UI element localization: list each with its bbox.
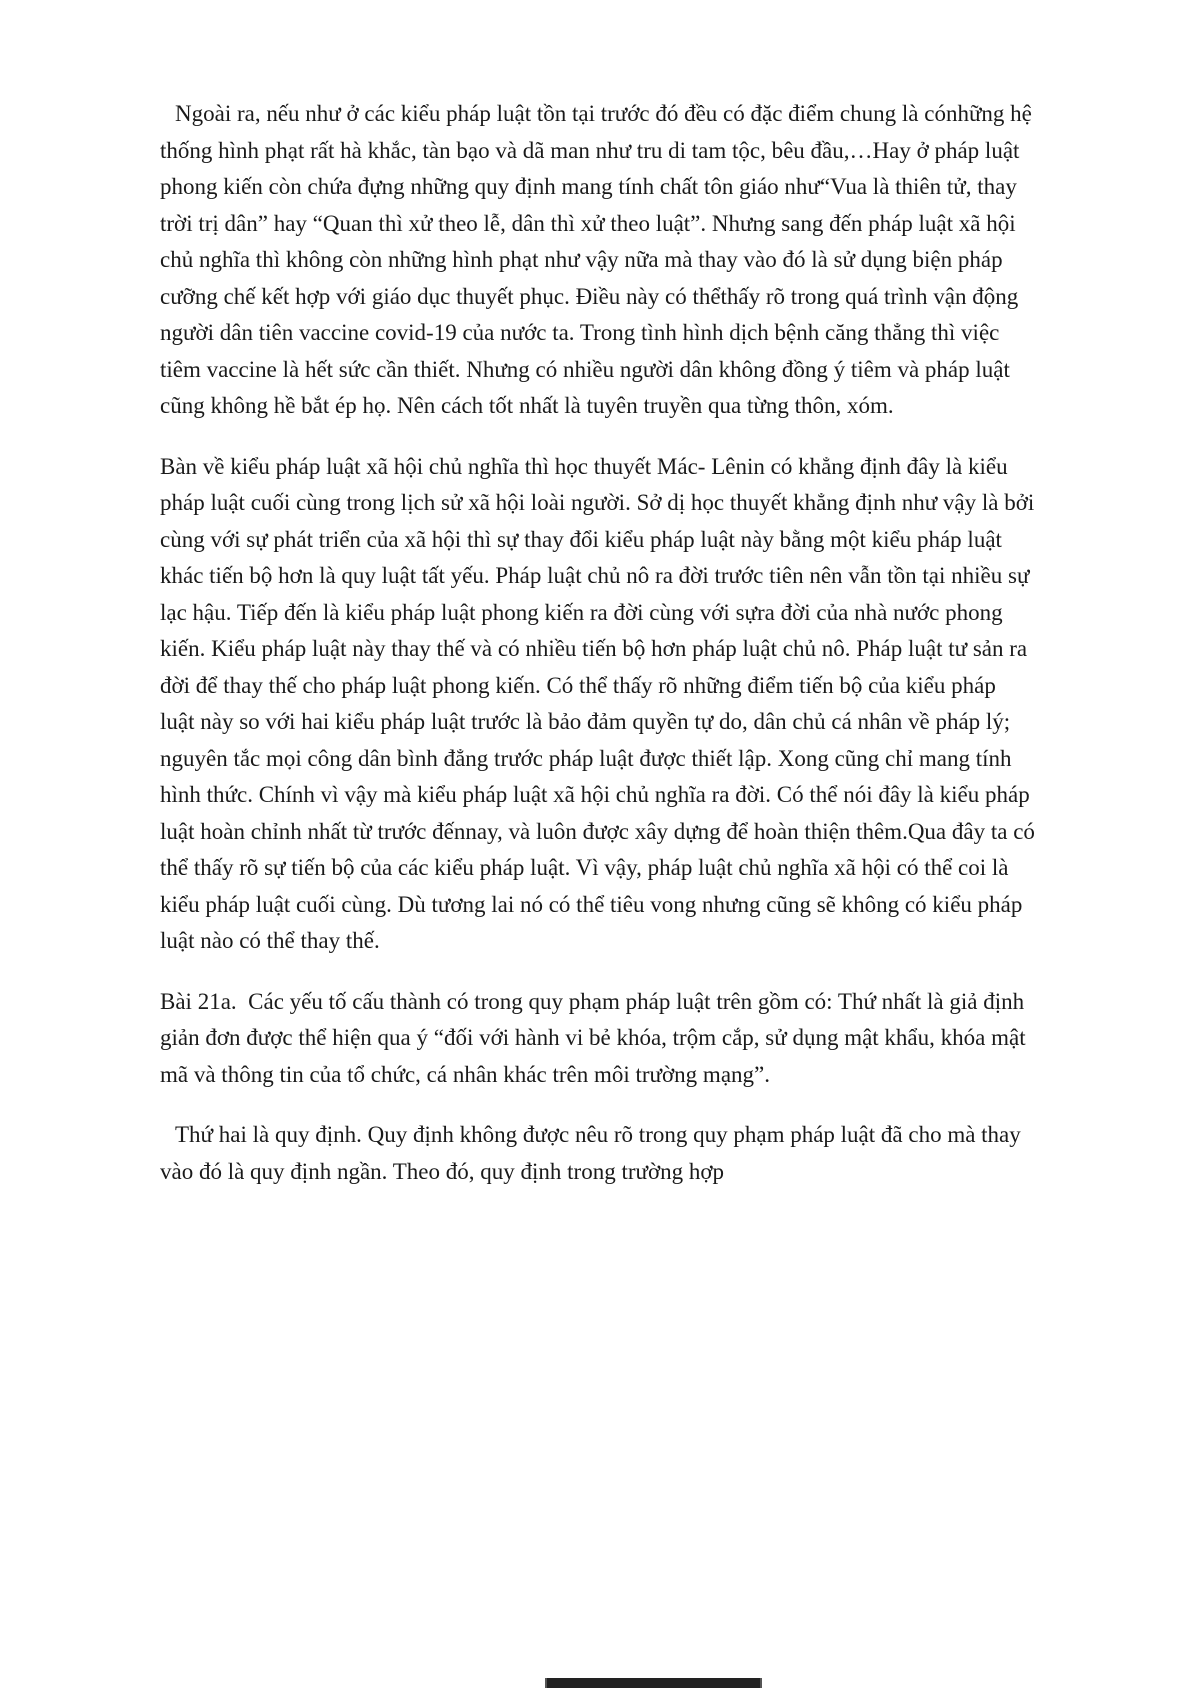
paragraph-4: Thứ hai là quy định. Quy định không được nêu rõ trong quy phạm pháp luật đã cho mà thay vào đó là quy định ngần. Theo đó, quy định trong trường hợp [160,1122,1027,1184]
partial-next-content-edge [545,1678,762,1688]
paragraph-3: Bài 21a. Các yếu tố cấu thành có trong quy phạm pháp luật trên gồm có: Thứ nhất là giả định giản đơn được thể hiện qua ý “đối với hành vi bẻ khóa, trộm cắp, sử dụng mật khẩu, khóa mật mã và thông tin của tổ chức, cá nhân khác trên môi trường mạng”. [160,988,1032,1087]
document-body [160,96,1041,1214]
paragraph-2: Bàn về kiểu pháp luật xã hội chủ nghĩa thì học thuyết Mác- Lênin có khẳng định đây là kiểu pháp luật cuối cùng trong lịch sử xã hội loài người. Sở dị học thuyết khẳng định như vậy là bởi cùng với sự phát triển của xã hội thì sự thay đổi kiểu pháp luật này bằng một kiểu pháp luật khác tiến bộ hơn là quy luật tất yếu. Pháp luật chủ nô ra đời trước tiên nên vẫn tồn tại nhiều sự lạc hậu. Tiếp đến là kiểu pháp luật phong kiến ra đời cùng với sựra đời của nhà nước phong kiến. Kiểu pháp luật này thay thế và có nhiều tiến bộ hơn pháp luật chủ nô. Pháp luật tư sản ra đời để thay thế cho pháp luật phong kiến. Có thể thấy rõ những điểm tiến bộ của kiểu pháp luật này so với hai kiểu pháp luật trước là bảo đảm quyền tự do, dân chủ cá nhân về pháp lý; nguyên tắc mọi công dân bình đẳng trước pháp luật được thiết lập. Xong cũng chỉ mang tính hình thức. Chính vì vậy mà kiểu pháp luật xã hội chủ nghĩa ra đời. Có thể nói đây là kiểu pháp luật hoàn chỉnh nhất từ trước đếnnay, và luôn được xây dựng để hoàn thiện thêm.Qua đây ta có thể thấy rõ sự tiến bộ của các kiểu pháp luật. Vì vậy, pháp luật chủ nghĩa xã hội có thể coi là kiểu pháp luật cuối cùng. Dù tương lai nó có thể tiêu vong nhưng cũng sẽ không có kiểu pháp luật nào có thể thay thế. [160,453,1041,953]
paragraph-1: Ngoài ra, nếu như ở các kiểu pháp luật tồn tại trước đó đều có đặc điểm chung là cónhững hệ thống hình phạt rất hà khắc, tàn bạo và dã man như tru di tam tộc, bêu đầu,…Hay ở pháp luật phong kiến còn chứa đựng những quy định mang tính chất tôn giáo như“Vua là thiên tử, thay trời trị dân” hay “Quan thì xử theo lễ, dân thì xử theo luật”. Nhưng sang đến pháp luật xã hội chủ nghĩa thì không còn những hình phạt như vậy nữa mà thay vào đó là sử dụng biện pháp cưỡng chế kết hợp với giáo dục thuyết phục. Điều này có thểthấy rõ trong quá trình vận động người dân tiên vaccine covid-19 của nước ta. Trong tình hình dịch bệnh căng thẳng thì việc tiêm vaccine là hết sức cần thiết. Nhưng có nhiều người dân không đồng ý tiêm và pháp luật cũng không hề bắt ép họ. Nên cách tốt nhất là tuyên truyền qua từng thôn, xóm. [160,101,1038,418]
